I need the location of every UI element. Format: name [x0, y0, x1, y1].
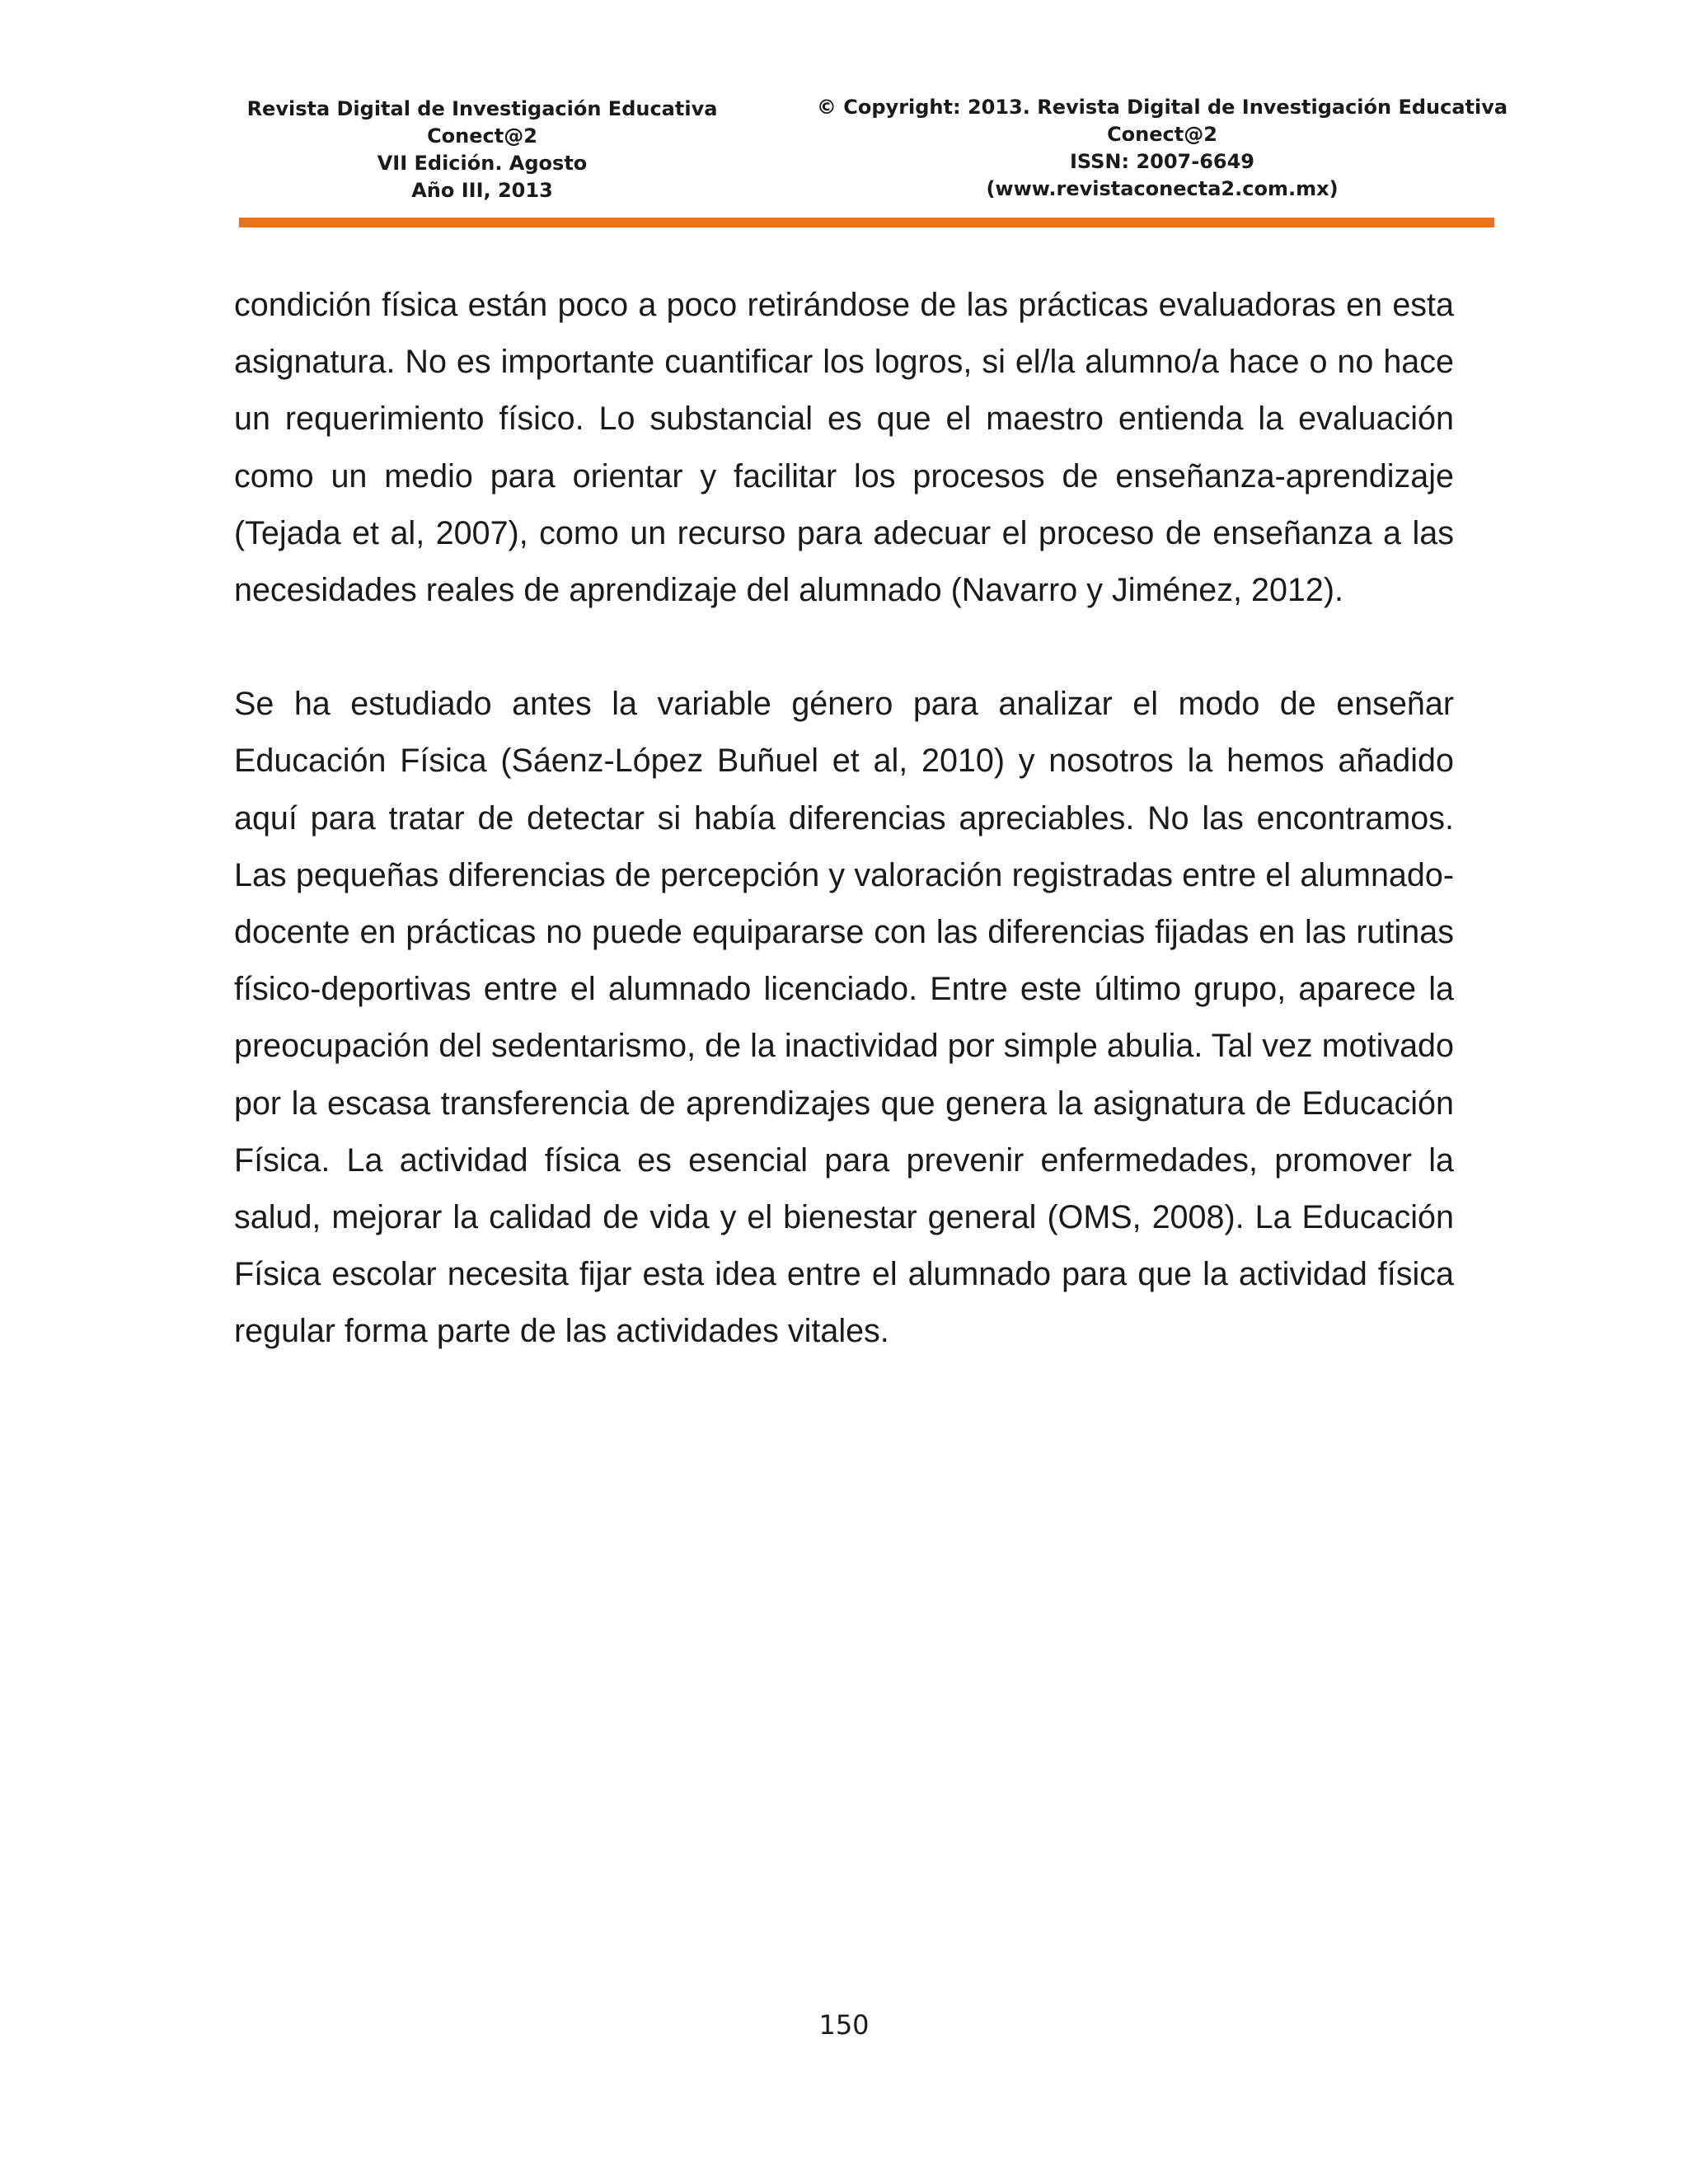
- website-url: (www.revistaconecta2.com.mx): [986, 177, 1339, 200]
- journal-header-left: [239, 96, 725, 204]
- header-divider: [239, 218, 1494, 227]
- journal-title: Revista Digital de Investigación Educativa: [246, 97, 718, 120]
- paragraph-2: Se ha estudiado antes la variable género para analizar el modo de enseñar Educación Física (Sáenz-López Buñuel et al, 2010) y nosotros la hemos añadido aquí para tratar de detectar si había diferencias apreciables. No las encontramos. Las pequeñas diferencias de percepción y valoración registradas entre el alumnado-docente en prácticas no puede equipararse con las diferencias fijadas en las rutinas físico-deportivas entre el alumnado licenciado. Entre este último grupo, aparece la preocupación del sedentarismo, de la inactividad por simple abulia. Tal vez motivado por la escasa transferencia de aprendizajes que genera la asignatura de Educación Física. La actividad física es esencial para prevenir enfermedades, promover la salud, mejorar la calidad de vida y el bienestar general (OMS, 2008). La Educación Física escolar necesita fijar esta idea entre el alumnado para que la actividad física regular forma parte de las actividades vitales.: [234, 686, 1454, 1350]
- journal-name-right: Conect@2: [1107, 123, 1217, 146]
- article-body: [234, 277, 1454, 1361]
- paragraph-1: condición física están poco a poco retirándose de las prácticas evaluadoras en esta asignatura. No es importante cuantificar los logros, si el/la alumno/a hace o no hace un requerimiento físico. Lo substancial es que el maestro entienda la evaluación como un medio para orientar y facilitar los procesos de enseñanza-aprendizaje (Tejada et al, 2007), como un recurso para adecuar el proceso de enseñanza a las necesidades reales de aprendizaje del alumnado (Navarro y Jiménez, 2012).: [234, 287, 1454, 609]
- journal-name: Conect@2: [427, 124, 537, 148]
- issn-label: ISSN: 2007-6649: [1069, 150, 1254, 173]
- journal-header-right: [816, 94, 1508, 203]
- copyright-line: © Copyright: 2013. Revista Digital de Investigación Educativa: [816, 96, 1508, 119]
- page-number: 150: [818, 2009, 870, 2041]
- year-label: Año III, 2013: [411, 179, 553, 202]
- edition-label: VII Edición. Agosto: [377, 152, 588, 175]
